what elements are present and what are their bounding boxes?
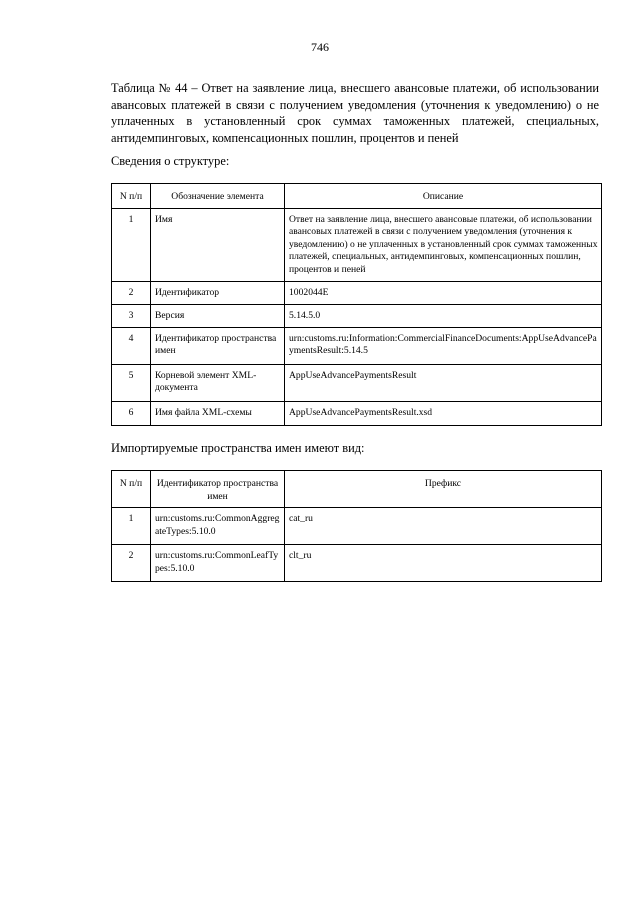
page-number: 746: [311, 40, 329, 54]
table-row: [112, 327, 602, 364]
row-number: 2: [112, 545, 151, 582]
table-row: [112, 281, 602, 304]
table-row: [112, 401, 602, 425]
element-description: 5.14.5.0: [285, 304, 602, 327]
element-name: Версия: [151, 304, 285, 327]
row-number: 3: [112, 304, 151, 327]
header-prefix: Префикс: [285, 471, 602, 508]
row-number: 6: [112, 401, 151, 425]
row-number: 4: [112, 327, 151, 364]
table-row: [112, 364, 602, 401]
table-row: [112, 545, 602, 582]
header-number: N п/п: [112, 471, 151, 508]
row-number: 2: [112, 281, 151, 304]
namespace-prefix: clt_ru: [285, 545, 602, 582]
imports-header-row: [112, 471, 602, 508]
element-description: Ответ на заявление лица, внесшего авансовые платежи, об использовании авансовых платежей в связи с получением уведомления (уточнения к уведомлению) о не уплаченных в установленный срок суммах таможенных платежей, специальных, антидемпинговых, компенсационных пошлин, процентов и пеней: [285, 208, 602, 281]
element-description: AppUseAdvancePaymentsResult.xsd: [285, 401, 602, 425]
header-description: Описание: [285, 184, 602, 209]
element-name: Идентификатор: [151, 281, 285, 304]
imports-table: [111, 470, 602, 582]
row-number: 1: [112, 208, 151, 281]
element-name: Имя: [151, 208, 285, 281]
table-row: [112, 304, 602, 327]
namespace-identifier: urn:customs.ru:CommonAggregateTypes:5.10.0: [151, 508, 285, 545]
header-element: Обозначение элемента: [151, 184, 285, 209]
row-number: 5: [112, 364, 151, 401]
header-namespace: Идентификатор пространства имен: [151, 471, 285, 508]
element-description: 1002044E: [285, 281, 602, 304]
header-number: N п/п: [112, 184, 151, 209]
structure-table: [111, 183, 602, 426]
element-name: Идентификатор пространства имен: [151, 327, 285, 364]
structure-heading: Сведения о структуре:: [111, 154, 230, 168]
namespace-prefix: cat_ru: [285, 508, 602, 545]
row-number: 1: [112, 508, 151, 545]
structure-header-row: [112, 184, 602, 209]
element-name: Имя файла XML-схемы: [151, 401, 285, 425]
table-row: [112, 508, 602, 545]
element-name: Корневой элемент XML-документа: [151, 364, 285, 401]
imports-heading: Импортируемые пространства имен имеют вид:: [111, 441, 365, 455]
table-title: Таблица № 44 – Ответ на заявление лица, внесшего авансовые платежи, об использовании авансовых платежей в связи с получением уведомления (уточнения к уведомлению) о не уплаченных в установленный срок суммах таможенных платежей, специальных, антидемпинговых, компенсационных пошлин, процентов и пеней: [111, 81, 599, 145]
element-description: urn:customs.ru:Information:CommercialFinanceDocuments:AppUseAdvancePaymentsResult:5.14.5: [285, 327, 602, 364]
namespace-identifier: urn:customs.ru:CommonLeafTypes:5.10.0: [151, 545, 285, 582]
table-row: [112, 208, 602, 281]
element-description: AppUseAdvancePaymentsResult: [285, 364, 602, 401]
